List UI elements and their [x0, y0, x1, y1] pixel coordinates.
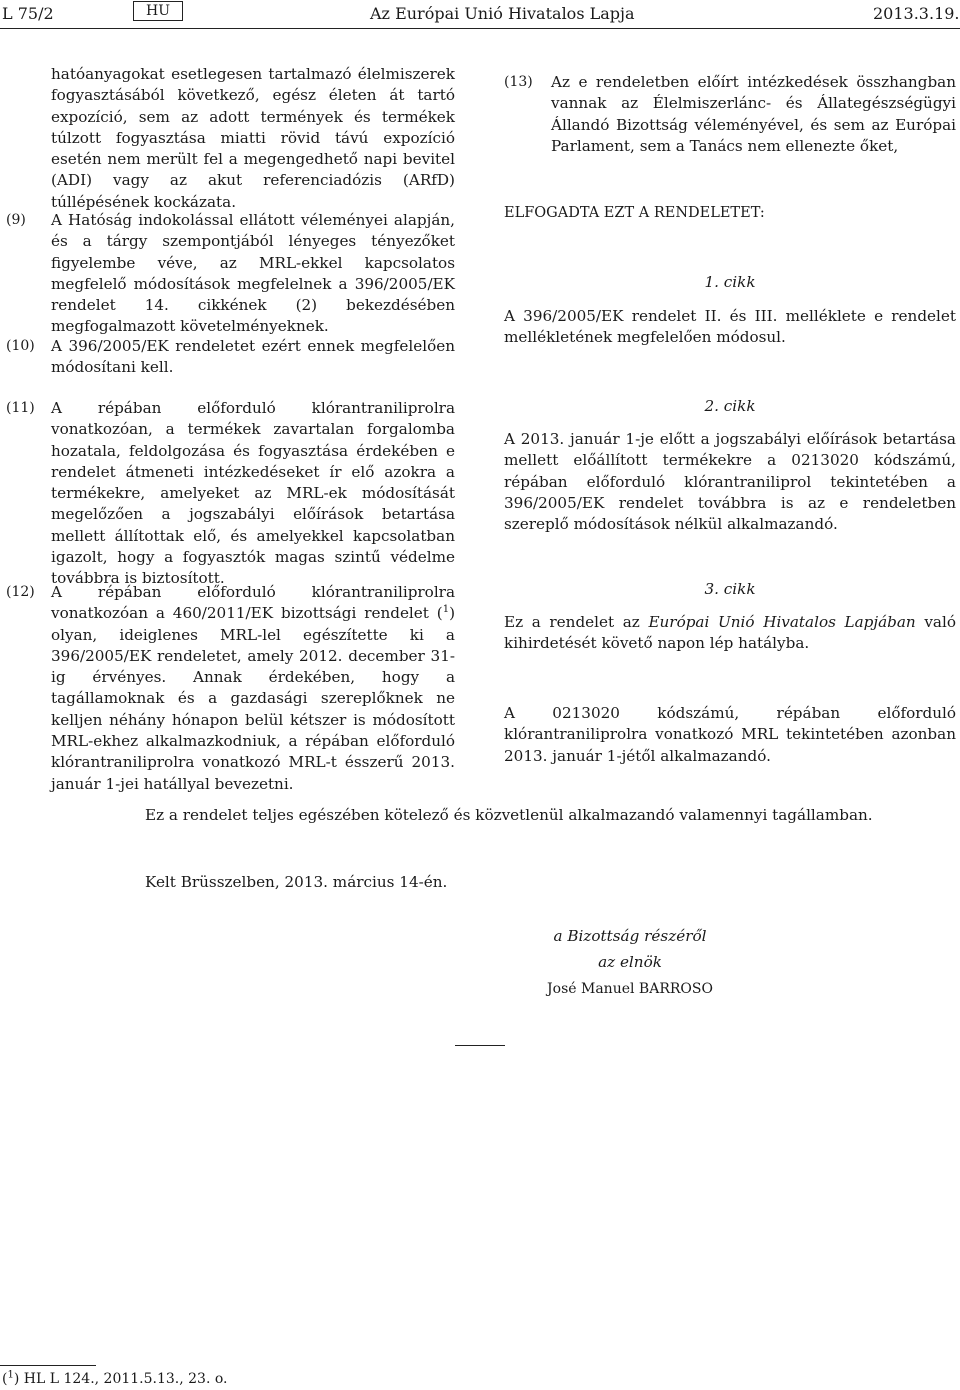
recital-number: (13)	[504, 74, 533, 90]
journal-title: Az Európai Unió Hivatalos Lapja	[370, 4, 635, 23]
recital-text	[51, 582, 455, 795]
signatory-on-behalf: a Bizottság részéről	[553, 927, 707, 945]
place-and-date: Kelt Brüsszelben, 2013. március 14-én.	[145, 873, 448, 891]
recital-text-start: A répában előforduló klórantraniliprolra vonatkozóan a 460/2011/EK bizottsági rendelet (	[51, 583, 455, 623]
recital-12	[6, 582, 455, 795]
binding-clause: Ez a rendelet teljes egészében kötelező és közvetlenül alkalmazandó valamennyi tagállamban.	[145, 806, 873, 824]
article-2-heading: 2. cikk	[704, 397, 756, 415]
recital-9	[6, 210, 455, 338]
recital-text: Az e rendeletben előírt intézkedések összhangban vannak az Élelmiszerlánc- és Állategészségügyi Állandó Bizottság véleményével, és sem az Európai Parlament, sem a Tanács nem ellenezte őket,	[551, 73, 956, 155]
article-3-heading: 3. cikk	[704, 580, 756, 598]
intro-continuation: hatóanyagokat esetlegesen tartalmazó élelmiszerek fogyasztásából következő, egész életen át tartó expozíció, sem az adott termények és termékek túlzott fogyasztása miatti rövid távú expozíció esetén nem merült fel a megengedhető napi bevitel (ADI) vagy az akut referenciadózis (ARfD) túllépésének kockázata.	[51, 65, 455, 211]
footnote-rule	[0, 1365, 96, 1366]
recital-number: (12)	[6, 584, 35, 600]
footnote: ($^1$) HL L 124., 2011.5.13., 23. o.	[2, 1369, 228, 1387]
signatory-role: az elnök	[598, 953, 662, 971]
recital-number: (10)	[6, 338, 35, 354]
footnote-reference[interactable]: 1	[442, 604, 450, 616]
footnote-text: HL L 124., 2011.5.13., 23. o.	[23, 1371, 228, 1387]
recital-text: A 396/2005/EK rendeletet ezért ennek megfelelően módosítani kell.	[51, 337, 455, 377]
article-3-paragraph-1	[504, 612, 956, 655]
signatory-name: José Manuel BARROSO	[547, 981, 713, 997]
language-code-box: HU	[133, 1, 183, 21]
article-1-heading: 1. cikk	[704, 273, 756, 291]
end-rule	[455, 1045, 505, 1046]
recital-number: (11)	[6, 400, 35, 416]
recital-text: A répában előforduló klórantraniliprolra vonatkozóan, a termékek zavartalan forgalomba hozatala, feldolgozása és fogyasztása érdekében e rendelet átmeneti intézkedéseket ír elő azokra a termékekre, amelyeket az MRL-ek módosítását megelőzően a jogszabályi előírások betartása mellett állítottak elő, és amelyekkel kapcsolatban igazolt, hogy a fogyasztók magas szintű védelme továbbra is biztosított.	[51, 399, 455, 588]
footnote-number: 1	[7, 1369, 14, 1381]
recital-text-end: ) olyan, ideiglenes MRL-lel egészítette ki a 396/2005/EK rendeletet, amely 2012. december 31-ig érvényes. Annak érdekében, hogy a tagállamoknak és a gazdasági szereplőknek ne kelljen néhány hónapon belül kétszer is módosított MRL-ekhez alkalmazkodniuk, a répában előforduló klórantraniliprolra vonatkozó MRL-t ésszerű 2013. január 1-jei hatállyal bevezetni.	[51, 604, 455, 793]
recital-10	[6, 336, 455, 379]
header-rule	[0, 28, 960, 29]
article-3-text-start: Ez a rendelet az	[504, 613, 649, 631]
article-1-text: A 396/2005/EK rendelet II. és III. melléklete e rendelet mellékletének megfelelően módosul.	[504, 307, 956, 347]
page-header	[0, 0, 960, 30]
issue-date: 2013.3.19.	[873, 4, 960, 23]
recital-13	[504, 72, 956, 157]
article-2-text: A 2013. január 1-je előtt a jogszabályi előírások betartása mellett előállított termékekre a 0213020 kódszámú, répában előforduló klórantraniliprol tekintetében a 396/2005/EK rendelet továbbra is az e rendeletben szereplő módosítások nélkül alkalmazandó.	[504, 430, 956, 534]
journal-name-italic: Európai Unió Hivatalos Lapjában	[648, 613, 916, 631]
adopted-statement: ELFOGADTA EZT A RENDELETET:	[504, 205, 765, 221]
recital-11	[6, 398, 455, 590]
page-reference: L 75/2	[2, 4, 54, 23]
article-3-paragraph-2: A 0213020 kódszámú, répában előforduló klórantraniliprolra vonatkozó MRL tekintetében azonban 2013. január 1-jétől alkalmazandó.	[504, 704, 956, 765]
recital-number: (9)	[6, 212, 26, 228]
recital-text: A Hatóság indokolással ellátott véleményei alapján, és a tárgy szempontjából lényeges tényezőket figyelembe véve, az MRL-ekkel kapcsolatos megfelelő módosítások megfelelnek a 396/2005/EK rendelet 14. cikkének (2) bekezdésében megfogalmazott követelményeknek.	[51, 211, 455, 336]
article-3-text-end: való kihirdetését követő napon lép hatályba.	[504, 613, 956, 653]
